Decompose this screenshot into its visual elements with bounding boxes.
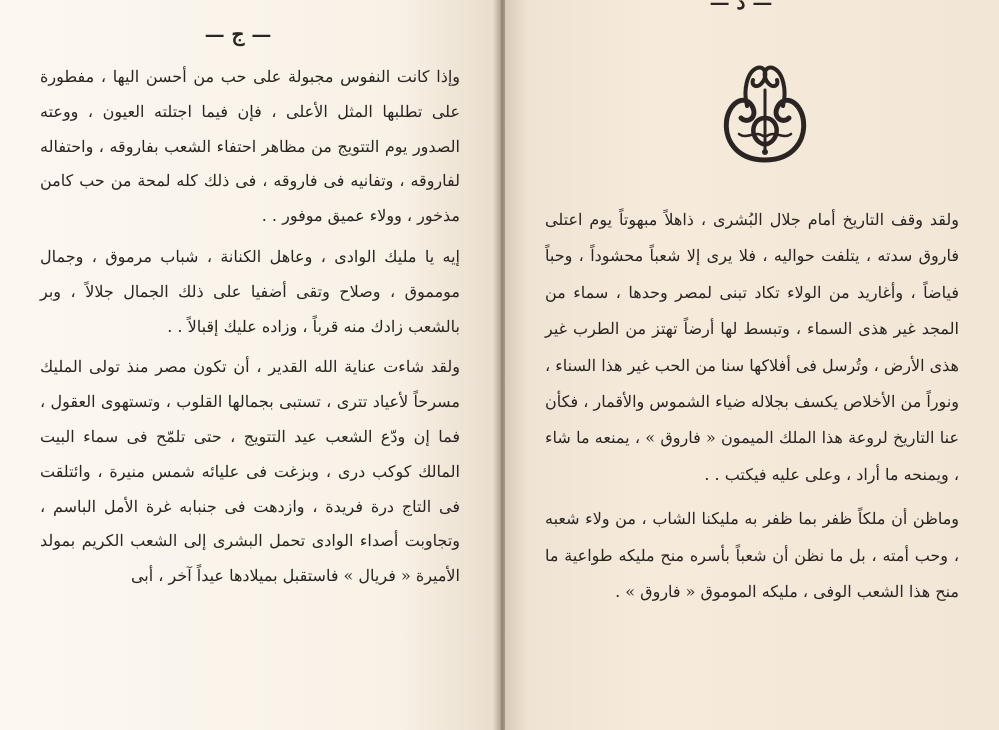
- page-body: [545, 202, 959, 610]
- paragraph: وماظن أن ملكاً ظفر بما ظفر به مليكنا الشاب ، من ولاء شعبه ، وحب أمته ، بل ما نظن أن شعباً بأسره منح مليكه طواعية ما منح هذا الشعب الوفى ، مليكه الموموق « فاروق » .: [545, 509, 959, 602]
- farouk-calligraphy-logo: [717, 60, 813, 168]
- left-page: [0, 0, 497, 730]
- paragraph: إيه يا مليك الوادى ، وعاهل الكنانة ، شباب مرموق ، وجمال مومموق ، وصلاح وتقى أضفيا على ذلك الجمال جلالاً ، وبر بالشعب زادك منه قرباً ، وزاده عليك إقبالاً . .: [40, 246, 460, 336]
- page-body: [40, 60, 460, 594]
- page-number: — ج —: [204, 22, 272, 46]
- paragraph: ولقد وقف التاريخ أمام جلال البُشرى ، ذاهلاً مبهوتاً يوم اعتلى فاروق سدته ، يتلفت حواليه ، فلا يرى إلا شعباً محشوداً ، وحباً فياضاً ، وأغاريد من الولاء تكاد تبنى لمصر وحدها ، سماء من المجد غير هذى السماء ، وتبسط لها أرضاً تهتز من الطرب غير هذى الأرض ، وتُرسل فى أفلاكها سنا من الحب غير هذا السناء ، ونوراً من الأخلاص يكسف بجلاله ضياء الشموس والأقمار ، فكأن عنا التاريخ لروعة هذا الملك الميمون « فاروق » ، يمنعه ما شاء ، ويمنحه ما أراد ، وعلى عليه فيكتب . .: [545, 210, 959, 484]
- right-page: [505, 0, 999, 730]
- paragraph: وإذا كانت النفوس مجبولة على حب من أحسن اليها ، مفطورة على تطلبها المثل الأعلى ، فإن فيما اجتلته العيون ، ووعته الصدور يوم التتويج من مظاهر احتفاء الشعب بفاروقه ، واحتفاله لفاروقه ، وتفانيه فى فاروقه ، فى ذلك كله لمحة من حب كامن مذخور ، وولاء عميق موفور . .: [40, 67, 461, 226]
- paragraph: ولقد شاءت عناية الله القدير ، أن تكون مصر منذ تولى المليك مسرحاً لأعياد تترى ، تستبى بجمالها القلوب ، وتستهوى العقول ، فما إن ودّع الشعب عيد التتويج ، حتى تلمّح فى سماء البيت المالك كوكب درى ، وبزغت فى عليائه شمس منيرة ، وائتلقت فى التاج درة فريدة ، وازدهت فى جنبابه غرة الأمل الباسم ، وتجاوبت أصداء الوادى تحمل البشرى إلى الشعب الكريم بمولد الأميرة « فريال » فاستقبل بميلادها عيداً آخر ، أبى: [40, 357, 460, 586]
- page-number: — د —: [709, 0, 773, 14]
